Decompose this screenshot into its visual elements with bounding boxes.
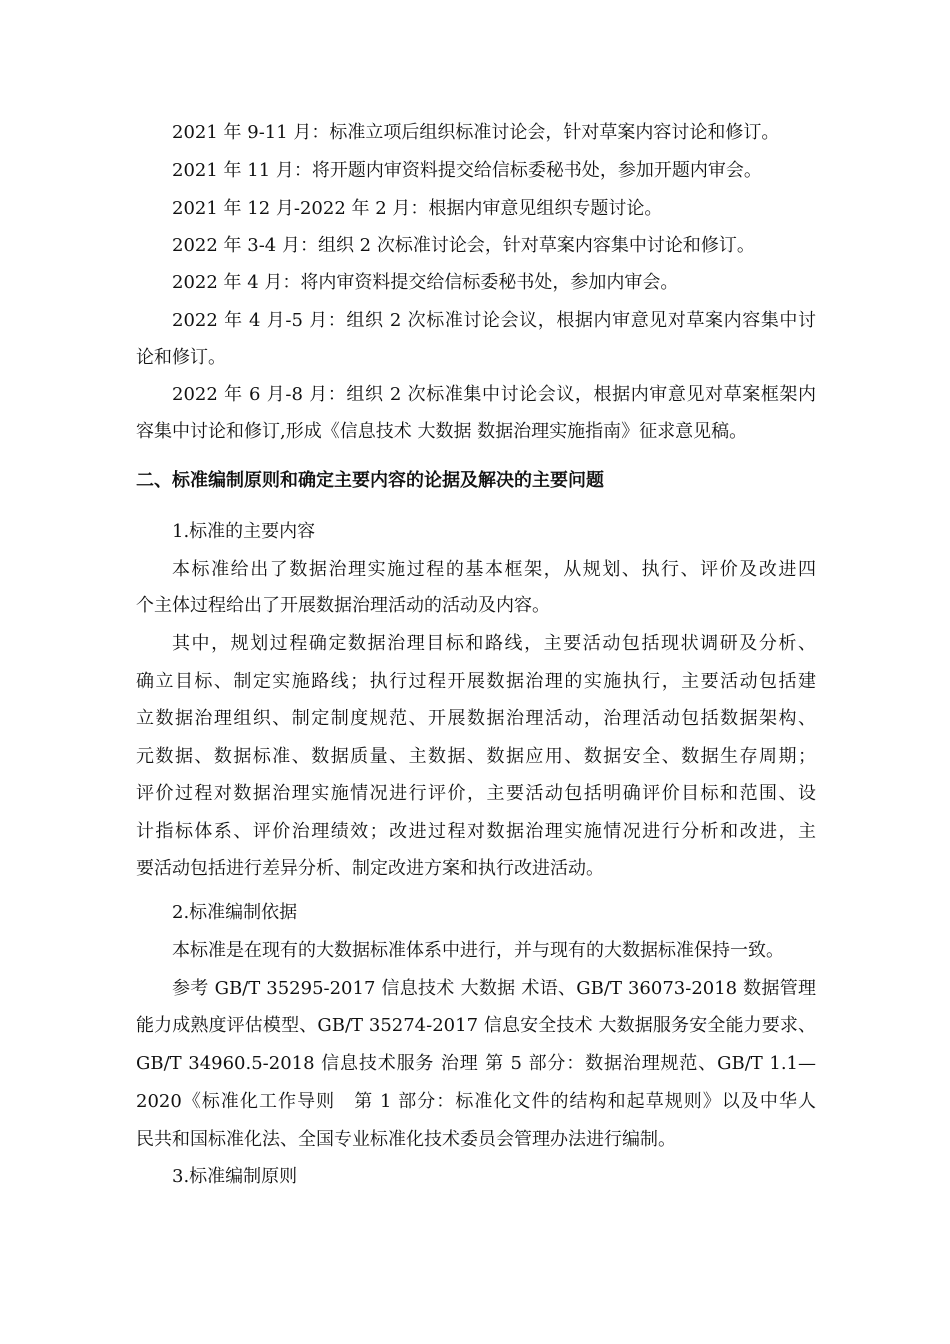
text-line: 2022 年 3-4 月：组织 2 次标准讨论会，针对草案内容集中讨论和修订。 — [172, 235, 755, 256]
text-line: 本标准给出了数据治理实施过程的基本框架，从规划、执行、评价及改进四 — [172, 559, 816, 580]
text-line: 2021 年 11 月：将开题内审资料提交给信标委秘书处，参加开题内审会。 — [172, 160, 762, 181]
text-line: 二、标准编制原则和确定主要内容的论据及解决的主要问题 — [136, 470, 604, 491]
text-line: 个主体过程给出了开展数据治理活动的活动及内容。 — [136, 595, 550, 616]
text-line: 能力成熟度评估模型、GB/T 35274-2017 信息安全技术 大数据服务安全能力要求、 — [136, 1015, 816, 1036]
text-line: 2021 年 9-11 月：标准立项后组织标准讨论会，针对草案内容讨论和修订。 — [172, 122, 780, 143]
text-line: 民共和国标准化法、全国专业标准化技术委员会管理办法进行编制。 — [136, 1129, 676, 1150]
text-line: 其中，规划过程确定数据治理目标和路线，主要活动包括现状调研及分析、 — [172, 633, 816, 654]
text-line: 2021 年 12 月-2022 年 2 月：根据内审意见组织专题讨论。 — [172, 198, 663, 219]
text-line: 元数据、数据标准、数据质量、主数据、数据应用、数据安全、数据生存周期； — [136, 746, 816, 767]
text-line: 容集中讨论和修订,形成《信息技术 大数据 数据治理实施指南》征求意见稿。 — [136, 421, 748, 442]
text-line: 2022 年 6 月-8 月：组织 2 次标准集中讨论会议，根据内审意见对草案框架内 — [172, 384, 816, 405]
text-line: 计指标体系、评价治理绩效；改进过程对数据治理实施情况进行分析和改进，主 — [136, 821, 816, 842]
text-line: 参考 GB/T 35295-2017 信息技术 大数据 术语、GB/T 36073-2018 数据管理 — [172, 978, 816, 999]
text-line: 本标准是在现有的大数据标准体系中进行，并与现有的大数据标准保持一致。 — [172, 940, 784, 961]
text-line: 论和修订。 — [136, 347, 226, 368]
text-line: 评价过程对数据治理实施情况进行评价，主要活动包括明确评价目标和范围、设 — [136, 783, 816, 804]
text-line: 确立目标、制定实施路线；执行过程开展数据治理的实施执行，主要活动包括建 — [136, 671, 816, 692]
text-line: GB/T 34960.5-2018 信息技术服务 治理 第 5 部分：数据治理规范、GB/T 1.1— — [136, 1053, 816, 1074]
text-line: 1.标准的主要内容 — [172, 521, 316, 542]
text-line: 2022 年 4 月：将内审资料提交给信标委秘书处，参加内审会。 — [172, 272, 679, 293]
text-line: 2.标准编制依据 — [172, 902, 298, 923]
text-line: 2020《标准化工作导则 第 1 部分：标准化文件的结构和起草规则》以及中华人 — [136, 1091, 816, 1112]
text-line: 2022 年 4 月-5 月：组织 2 次标准讨论会议，根据内审意见对草案内容集中讨 — [172, 310, 816, 331]
text-line: 3.标准编制原则 — [172, 1166, 298, 1187]
text-line: 要活动包括进行差异分析、制定改进方案和执行改进活动。 — [136, 858, 604, 879]
text-line: 立数据治理组织、制定制度规范、开展数据治理活动，治理活动包括数据架构、 — [136, 708, 816, 729]
